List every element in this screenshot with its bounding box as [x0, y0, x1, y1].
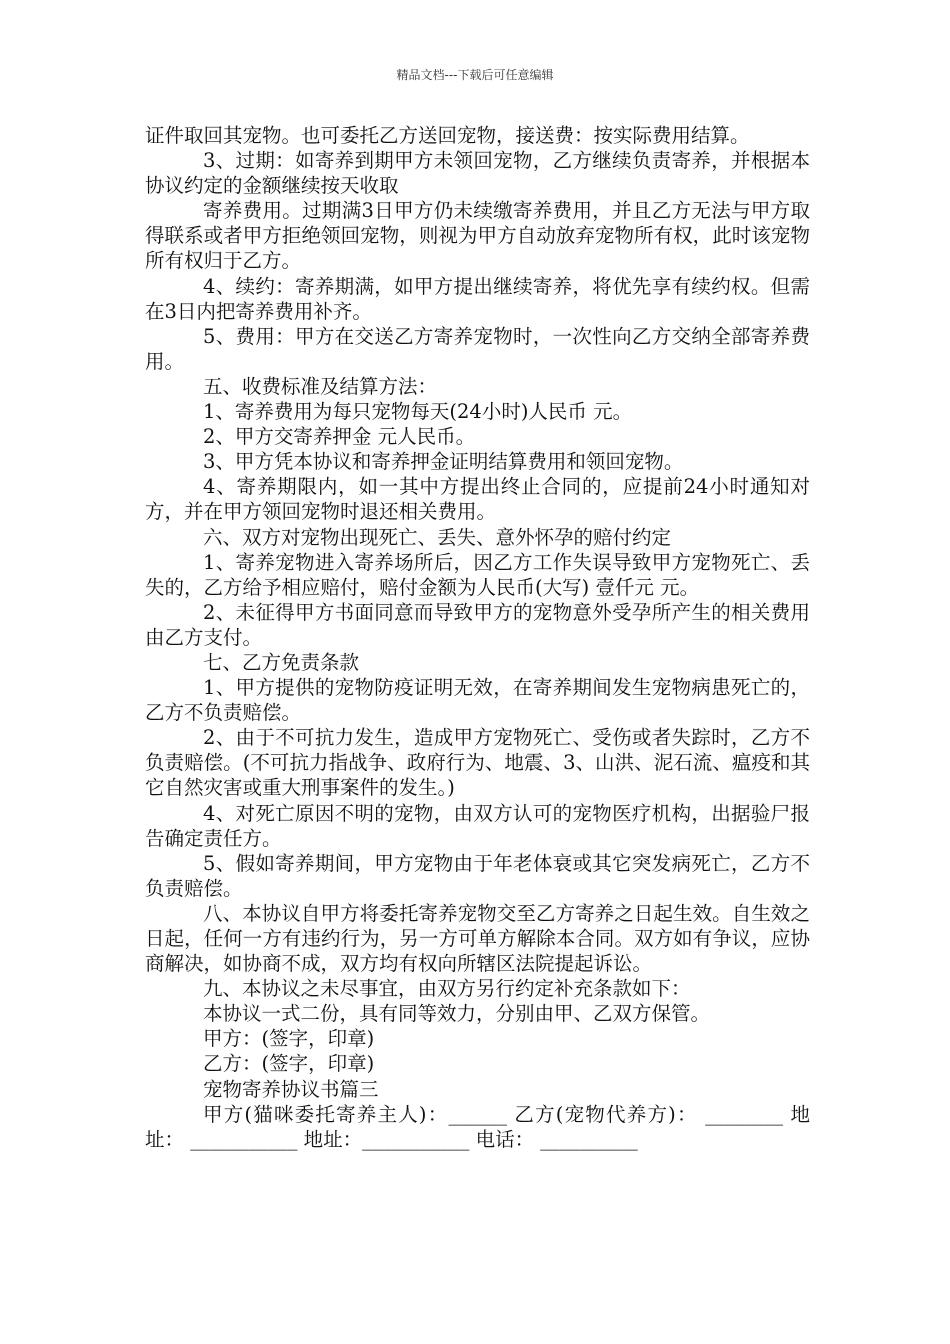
party-info-line: 甲方(猫咪委托寄养主人)：______ 乙方(宠物代养方)： ________ 地址： ___________ 地址：___________ 电话： __________	[145, 1102, 810, 1151]
paragraph-0: 证件取回其宠物。也可委托乙方送回宠物，接送费：按实际费用结算。	[145, 124, 750, 147]
section-heading-9: 九、本协议之未尽事宜，由双方另行约定补充条款如下：	[203, 977, 691, 1001]
paragraph-20: 本协议一式二份，具有同等效力，分别由甲、乙双方保管。	[203, 1002, 711, 1026]
paragraph-17: 5、假如寄养期间，甲方宠物由于年老体衰或其它突发病死亡，乙方不负责赔偿。	[145, 851, 810, 900]
paragraph-4: 5、费用：甲方在交送乙方寄养宠物时，一次性向乙方交纳全部寄养费用。	[145, 324, 810, 373]
signature-party-b: 乙方：(签字，印章)	[203, 1052, 375, 1076]
paragraph-6: 1、寄养费用为每只宠物每天(24小时)人民币 元。	[203, 400, 633, 424]
paragraph-12: 2、未征得甲方书面同意而导致甲方的宠物意外受孕所产生的相关费用由乙方支付。	[145, 600, 810, 649]
paragraph-7: 2、甲方交寄养押金 元人民币。	[203, 425, 476, 449]
section-heading-6: 六、双方对宠物出现死亡、丢失、意外怀孕的赔付约定	[203, 525, 672, 549]
document-body	[145, 123, 810, 1152]
signature-party-a: 甲方：(签字，印章)	[203, 1027, 375, 1051]
section-heading-8: 八、本协议自甲方将委托寄养宠物交至乙方寄养之日起生效。自生效之日起，任何一方有违约行为，另一方可单方解除本合同。双方如有争议，应协商解决，如协商不成，双方均有权向所辖区法院提起诉讼。	[145, 901, 810, 976]
paragraph-9: 4、寄养期限内，如一其中方提出终止合同的，应提前24小时通知对方，并在甲方领回宠物时退还相关费用。	[145, 475, 810, 524]
paragraph-3: 4、续约：寄养期满，如甲方提出继续寄养，将优先享有续约权。但需在3日内把寄养费用补齐。	[145, 274, 810, 323]
paragraph-1: 3、过期：如寄养到期甲方未领回宠物，乙方继续负责寄养，并根据本协议约定的金额继续按天收取	[145, 149, 810, 198]
page-header: 精品文档---下载后可任意编辑	[396, 68, 554, 82]
section-heading-7: 七、乙方免责条款	[203, 650, 360, 674]
paragraph-15: 2、由于不可抗力发生，造成甲方宠物死亡、受伤或者失踪时，乙方不负责赔偿。(不可抗力指战争、政府行为、地震、3、山洪、泥石流、瘟疫和其它自然灾害或重大刑事案件的发生。)	[145, 726, 810, 800]
section-heading-5: 五、收费标准及结算方法：	[203, 374, 438, 398]
paragraph-2: 寄养费用。过期满3日甲方仍未续缴寄养费用，并且乙方无法与甲方取得联系或者甲方拒绝领回宠物，则视为甲方自动放弃宠物所有权，此时该宠物所有权归于乙方。	[145, 199, 810, 273]
paragraph-16: 4、对死亡原因不明的宠物，由双方认可的宠物医疗机构，出据验尸报告确定责任方。	[145, 801, 810, 850]
paragraph-8: 3、甲方凭本协议和寄养押金证明结算费用和领回宠物。	[203, 450, 684, 474]
document-subtitle: 宠物寄养协议书篇三	[203, 1077, 379, 1101]
paragraph-14: 1、甲方提供的宠物防疫证明无效，在寄养期间发生宠物病患死亡的，乙方不负责赔偿。	[145, 676, 810, 725]
paragraph-11: 1、寄养宠物进入寄养场所后，因乙方工作失误导致甲方宠物死亡、丢失的，乙方给予相应赔付，赔付金额为人民币(大写) 壹仟元 元。	[145, 550, 810, 599]
